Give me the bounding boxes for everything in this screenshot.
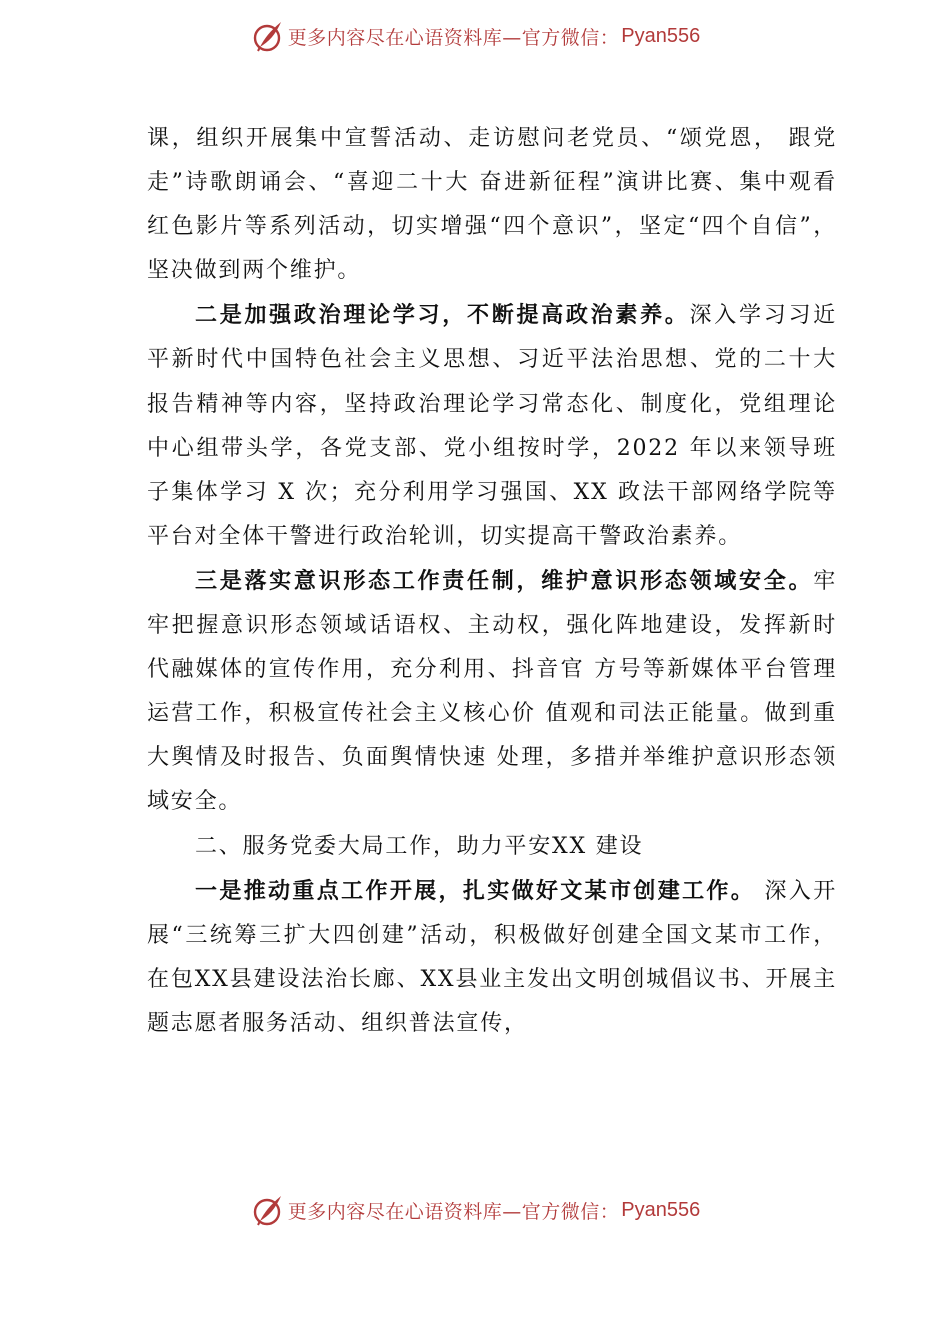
quill-logo-icon	[250, 19, 284, 53]
header-banner-text: 更多内容尽在心语资料库—官方微信：	[287, 26, 620, 49]
paragraph-4-lead: 一是推动重点工作开展，扎实做好文某市创建工作。	[195, 877, 756, 904]
paragraph-3-text: 牢牢把握意识形态领域话语权、主动权，强化阵地建设，发挥新时代融媒体的宣传作用，充分利用、抖音官 方号等新媒体平台管理运营工作，积极宣传社会主义核心价 值观和司法正能量。做到重大舆情及时报告、负面舆情快速 处理，多措并举维护意识形态领域安全。	[147, 568, 837, 815]
section-heading: 二、服务党委大局工作，助力平安XX 建设	[195, 833, 644, 859]
paragraph-2-lead: 二是加强政治理论学习，不断提高政治素养。	[195, 302, 690, 329]
quill-logo-icon	[250, 1193, 284, 1227]
paragraph-1: 课，组织开展集中宣誓活动、走访慰问老党员、“颂党恩， 跟党走”诗歌朗诵会、“喜迎二十大 奋进新征程”演讲比赛、集中观看红色影片等系列活动，切实增强“四个意识”，坚定“四个自信”，坚决做到两个维护。	[147, 126, 837, 284]
paragraph-2	[147, 293, 837, 559]
header-banner	[0, 16, 950, 56]
paragraph-4-text: 深入开展“三统筹三扩大四创建”活动，积极做好创建全国文某市工作，在包XX县建设法治长廊、XX县业主发出文明创城倡议书、开展主题志愿者服务活动、组织普法宣传，	[147, 878, 837, 1036]
footer-banner	[0, 1190, 950, 1230]
header-wechat-id: Pyan556	[621, 24, 701, 47]
paragraph-4	[147, 869, 837, 1046]
document-body	[147, 117, 837, 1046]
paragraph-3	[147, 559, 837, 825]
paragraph-2-text: 深入学习习近平新时代中国特色社会主义思想、习近平法治思想、党的二十大报告精神等内容，坚持政治理论学习常态化、制度化，党组理论中心组带头学，各党支部、党小组按时学，2022 年以来领导班子集体学习 X 次；充分利用学习强国、XX 政法干部网络学院等平台对全体干警进行政治轮训，切实提高干警政治素养。	[147, 303, 837, 549]
footer-wechat-id: Pyan556	[621, 1198, 701, 1221]
paragraph-3-lead: 三是落实意识形态工作责任制，维护意识形态领域安全。	[195, 567, 814, 594]
footer-banner-text: 更多内容尽在心语资料库—官方微信：	[287, 1200, 620, 1223]
